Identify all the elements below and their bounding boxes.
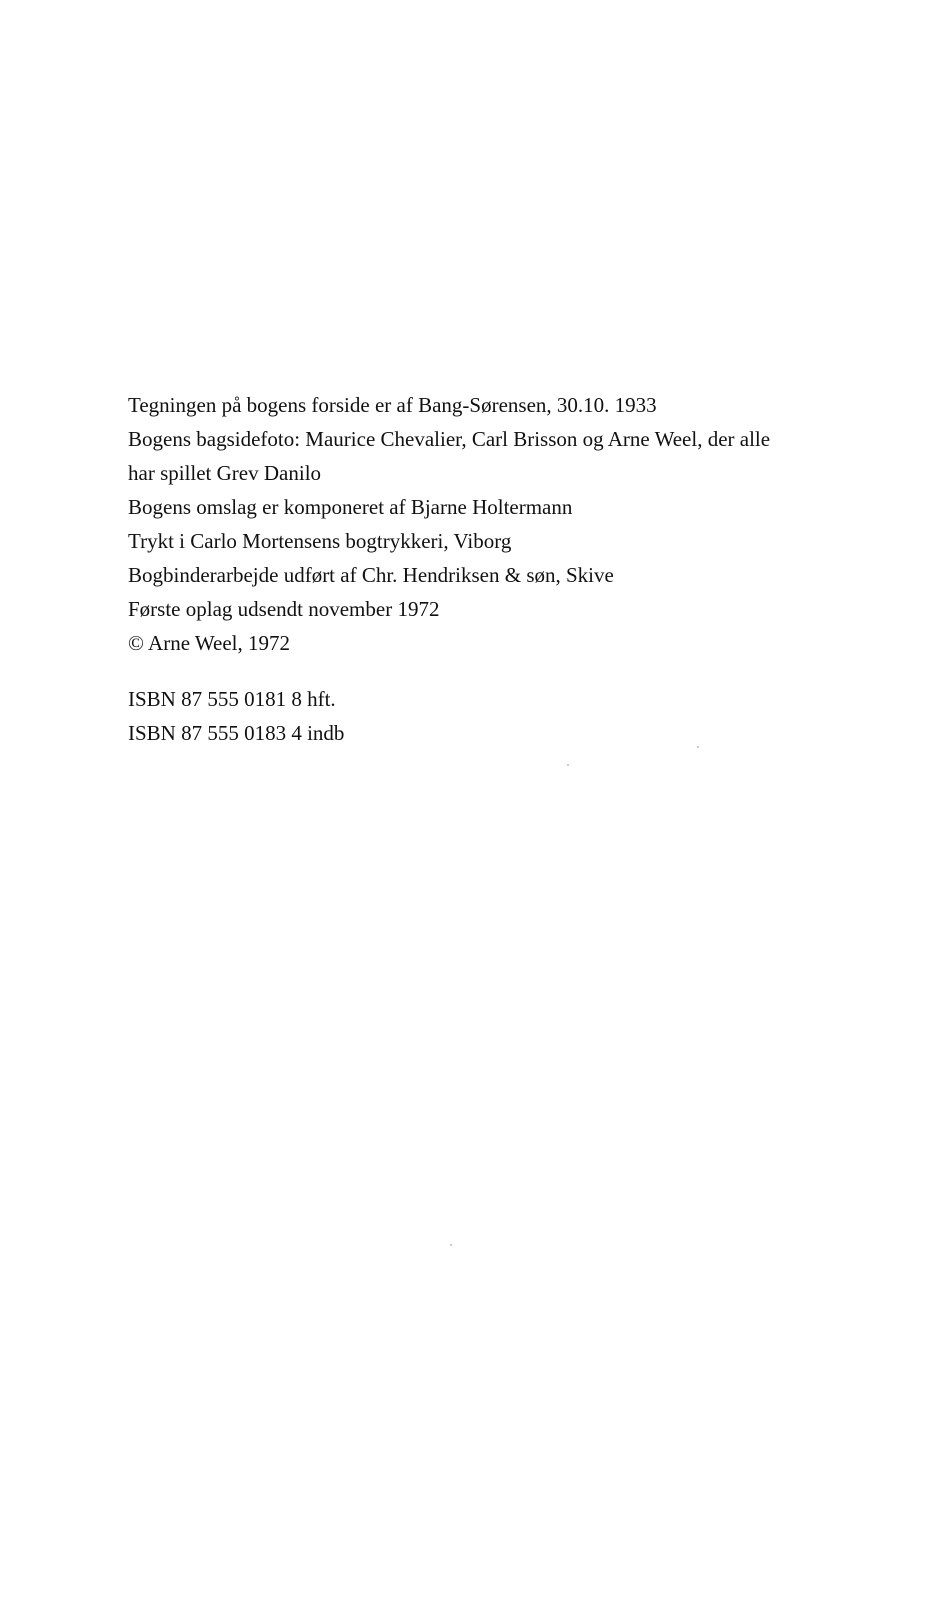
printer-credit: Trykt i Carlo Mortensens bogtrykkeri, Viborg bbox=[128, 529, 512, 553]
copyright-notice: © Arne Weel, 1972 bbox=[128, 631, 291, 655]
paper-speck bbox=[697, 746, 699, 748]
back-photo-credit: Bogens bagsidefoto: Maurice Chevalier, Carl Brisson og Arne Weel, der alle bbox=[128, 427, 771, 451]
isbn-hardcover: ISBN 87 555 0183 4 indb bbox=[128, 721, 345, 745]
bookbinder-credit: Bogbinderarbejde udført af Chr. Hendriksen & søn, Skive bbox=[128, 563, 614, 587]
colophon-block bbox=[128, 388, 888, 750]
cover-design-credit: Bogens omslag er komponeret af Bjarne Holtermann bbox=[128, 495, 573, 519]
isbn-block bbox=[128, 682, 888, 750]
first-edition-note: Første oplag udsendt november 1972 bbox=[128, 597, 440, 621]
back-photo-credit-continued: har spillet Grev Danilo bbox=[128, 461, 322, 485]
paper-speck bbox=[450, 1244, 452, 1246]
isbn-paperback: ISBN 87 555 0181 8 hft. bbox=[128, 687, 336, 711]
cover-drawing-credit: Tegningen på bogens forside er af Bang-Sørensen, 30.10. 1933 bbox=[128, 393, 657, 417]
paper-speck bbox=[567, 764, 569, 766]
